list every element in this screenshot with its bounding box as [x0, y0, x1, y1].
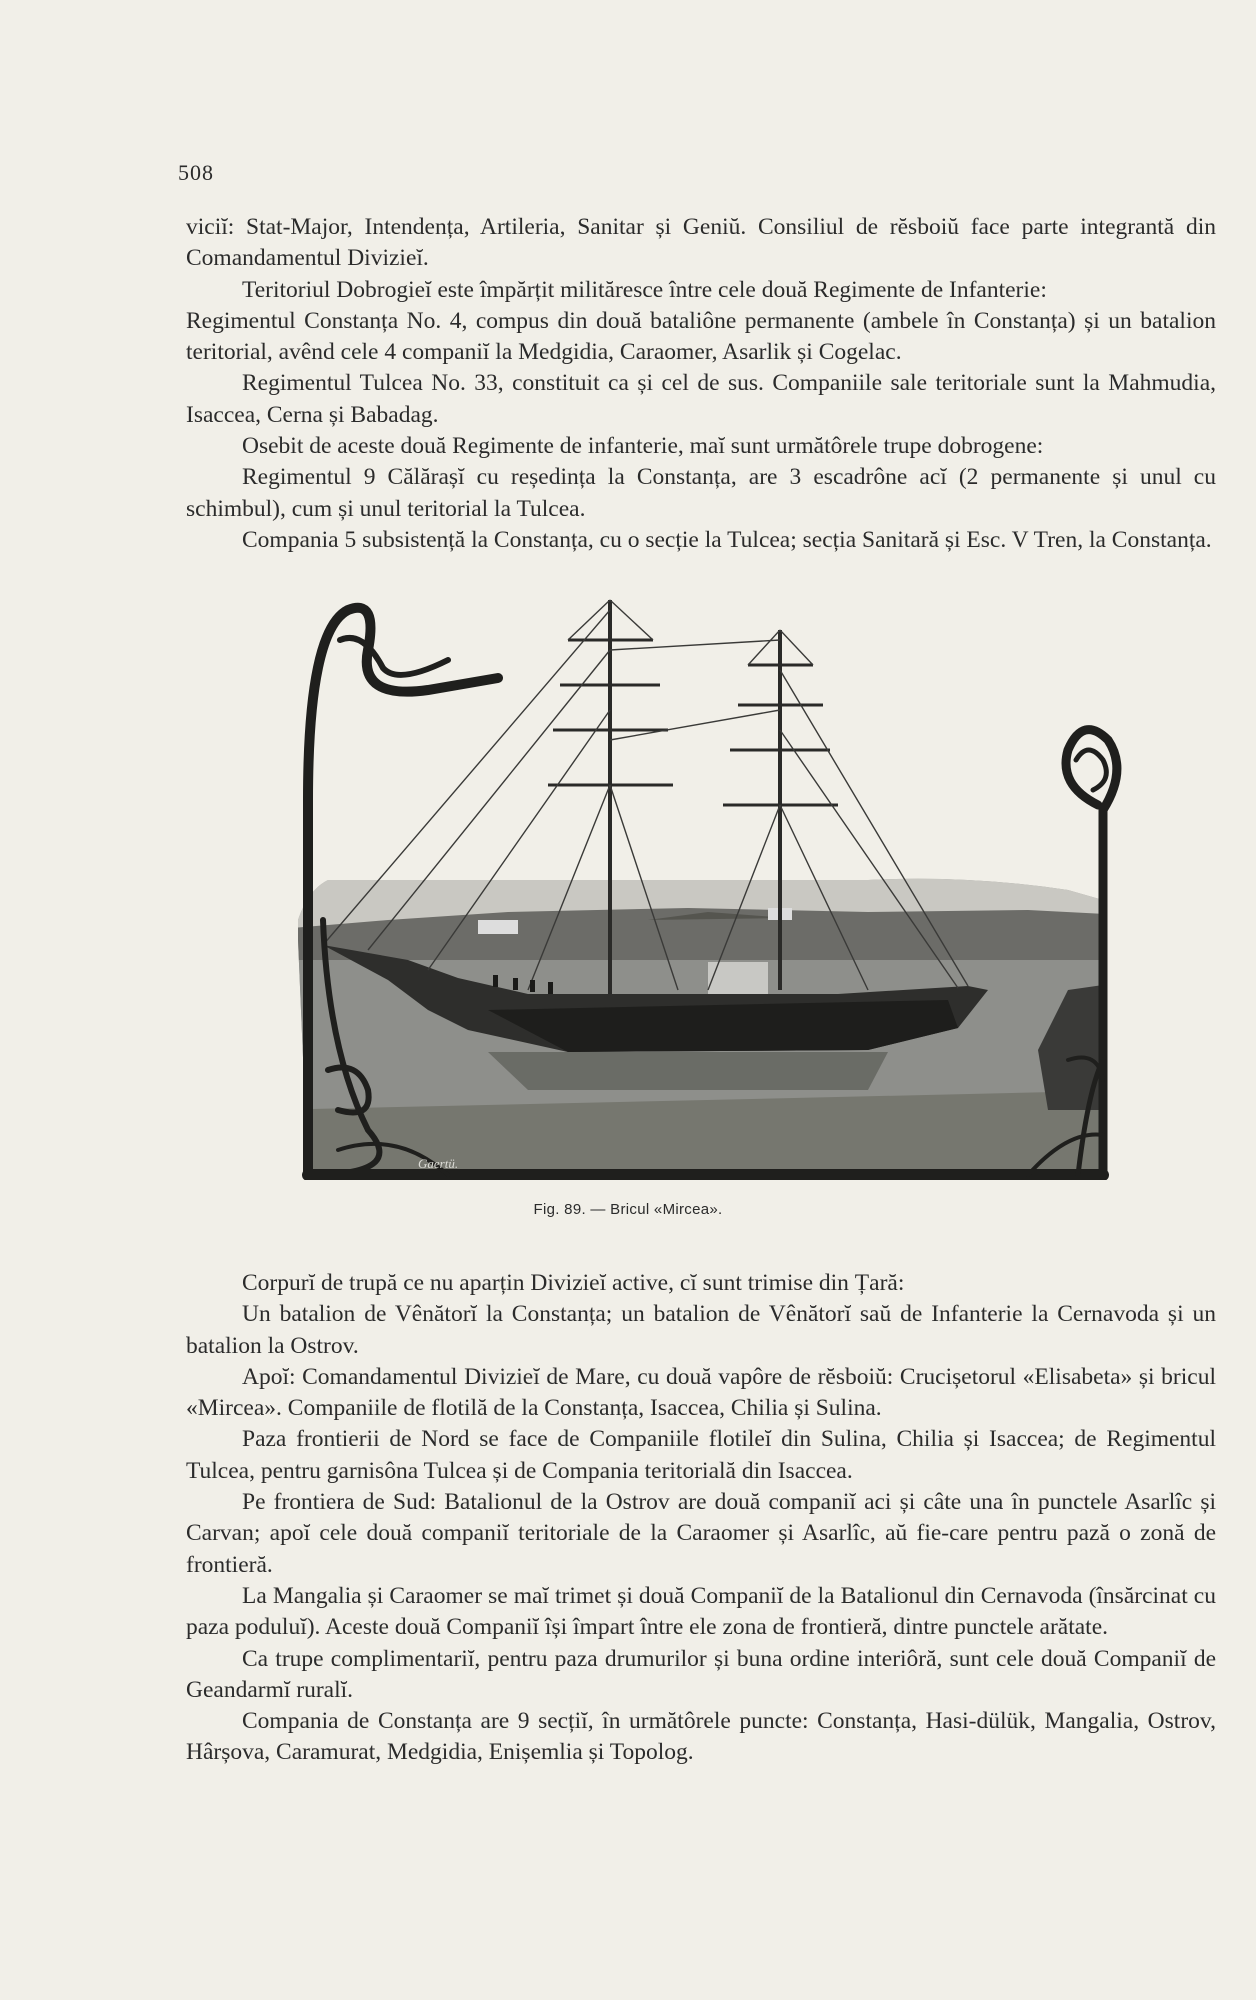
paragraph: Compania 5 subsistență la Constanța, cu o secție la Tulcea; secția Sanitară și Esc. V Tren, la Constanța.	[242, 526, 1212, 553]
page-number: 508	[178, 160, 214, 185]
paragraph: Corpurĭ de trupă ce nu aparțin Divizieĭ active, cĭ sunt trimise din Țară:	[242, 1270, 905, 1296]
paragraph: Regimentul Tulcea No. 33, constituit ca și cel de sus. Companiile sale teritoriale sunt la Mahmudia, Isaccea, Cerna și Babadag.	[186, 370, 1216, 428]
paragraph: Paza frontierii de Nord se face de Companiile flotileĭ din Sulina, Chilia și Isaccea; de Regimentul Tulcea, pentru garnisôna Tulcea și de Compania teritorială din Isaccea.	[186, 1426, 1216, 1484]
paragraph: La Mangalia și Caraomer se maĭ trimet și două Companiĭ de la Batalionul din Cernavoda (însărcinat cu paza poduluĭ). Aceste două Companiĭ își împart între ele zona de frontieră, dintre punctele arătate.	[186, 1582, 1216, 1641]
paragraph: Un batalion de Vênătorĭ la Constanța; un batalion de Vênătorĭ saŭ de Infanterie la Cernavoda și un batalion la Ostrov.	[186, 1301, 1216, 1359]
top-text-block	[186, 212, 1216, 556]
bottom-text-block	[186, 1268, 1216, 1769]
paragraph: Regimentul 9 Călărașĭ cu reședința la Constanța, are 3 escadrône acĭ (2 permanente și unul cu schimbul), cum și unul teritorial la Tulcea.	[186, 464, 1216, 522]
photographer-signature: Gaertü.	[418, 1156, 459, 1171]
ship-illustration	[268, 590, 1144, 1180]
paragraph: viciĭ: Stat-Major, Intendența, Artileria, Sanitar și Geniŭ. Consiliul de rĕsboiŭ face parte integrantă din Comandamentul Divizieĭ.	[186, 214, 1216, 272]
paragraph: Teritoriul Dobrogieĭ este împărțit milităresce între cele două Regimente de Infanterie:	[242, 276, 1047, 303]
paragraph: Compania de Constanța are 9 secțiĭ, în următôrele puncte: Constanța, Hasi-dülük, Mangalia, Ostrov, Hârșova, Caramurat, Medgidia, Enișemlia și Topolog.	[186, 1708, 1216, 1766]
paragraph: Regimentul Constanța No. 4, compus din două bataliône permanente (ambele în Constanța) și un batalion teritorial, avênd cele 4 companiĭ la Medgidia, Caraomer, Asarlik și Cogelac.	[186, 307, 1216, 366]
paragraph: Apoĭ: Comandamentul Divizieĭ de Mare, cu două vapôre de rĕsboiŭ: Crucișetorul «Elisabeta» și bricul «Mircea». Companiile de flotilă de la Constanța, Isaccea, Chilia și Sulina.	[186, 1363, 1216, 1422]
paragraph: Pe frontiera de Sud: Batalionul de la Ostrov are două companiĭ aci și câte una în punctele Asarlîc și Carvan; apoĭ cele două companiĭ teritoriale de la Caraomer și Asarlîc, aŭ fie-care pentru pază o zonă de frontieră.	[186, 1489, 1216, 1578]
figure-caption: Fig. 89. — Bricul «Mircea».	[533, 1201, 723, 1218]
paragraph: Osebit de aceste două Regimente de infanterie, maĭ sunt următôrele trupe dobrogene:	[242, 433, 1044, 460]
paragraph: Ca trupe complimentariĭ, pentru paza drumurilor și buna ordine interiôră, sunt cele două Companiĭ de Geandarmĭ ruralĭ.	[186, 1645, 1216, 1703]
